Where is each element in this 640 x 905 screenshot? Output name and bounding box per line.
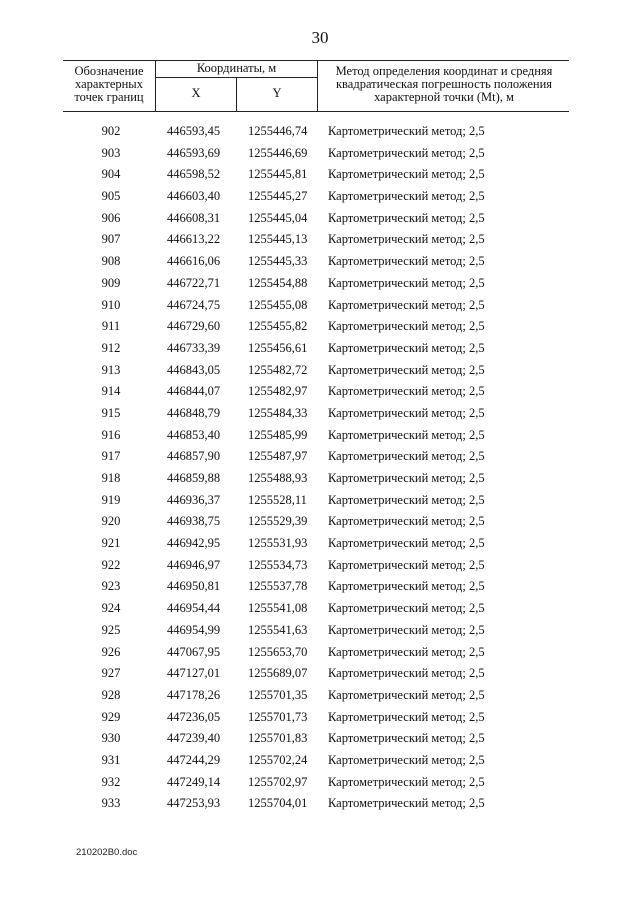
- cell-coord-y: 1255484,33: [248, 405, 308, 420]
- cell-point-id: 925: [101, 622, 121, 637]
- cell-point-id: 929: [101, 709, 121, 724]
- cell-method: Картометрический метод; 2,5: [328, 427, 485, 442]
- page-number: 30: [311, 28, 329, 47]
- header-x: X: [191, 86, 201, 100]
- cell-method: Картометрический метод; 2,5: [328, 254, 485, 269]
- cell-point-id: 924: [101, 601, 121, 616]
- cell-coord-x: 446946,97: [167, 557, 221, 572]
- cell-coord-x: 447249,14: [167, 774, 221, 789]
- cell-coord-x: 446613,22: [167, 232, 221, 247]
- cell-point-id: 917: [101, 449, 121, 464]
- cell-point-id: 928: [101, 687, 121, 702]
- footer-filename: 210202B0.doc: [76, 847, 138, 858]
- cell-point-id: 918: [101, 471, 121, 485]
- cell-point-id: 926: [101, 644, 121, 659]
- cell-coord-y: 1255445,81: [248, 167, 308, 182]
- cell-coord-y: 1255485,99: [248, 427, 308, 442]
- cell-point-id: 907: [101, 232, 121, 247]
- cell-coord-y: 1255534,73: [248, 557, 308, 572]
- cell-coord-x: 446859,88: [167, 471, 221, 485]
- cell-method: Картометрический метод; 2,5: [328, 796, 485, 811]
- cell-point-id: 921: [101, 536, 121, 551]
- table-row: [63, 514, 569, 536]
- table-row: [63, 579, 569, 601]
- cell-method: Картометрический метод; 2,5: [328, 362, 485, 377]
- cell-coord-x: 447253,93: [167, 796, 221, 811]
- table-row: [63, 319, 569, 341]
- cell-point-id: 909: [101, 275, 121, 290]
- cell-point-id: 914: [101, 384, 121, 399]
- table-row: [63, 428, 569, 450]
- cell-point-id: 905: [101, 189, 121, 204]
- cell-method: Картометрический метод; 2,5: [328, 579, 485, 594]
- cell-method: Картометрический метод; 2,5: [328, 514, 485, 529]
- table-row: [63, 124, 569, 146]
- table-row: [63, 796, 569, 818]
- cell-method: Картометрический метод; 2,5: [328, 449, 485, 464]
- cell-method: Картометрический метод; 2,5: [328, 405, 485, 420]
- cell-coord-x: 446616,06: [167, 254, 221, 269]
- cell-coord-y: 1255704,01: [248, 796, 308, 811]
- table-row: [63, 406, 569, 428]
- cell-method: Картометрический метод; 2,5: [328, 536, 485, 551]
- cell-coord-y: 1255531,93: [248, 536, 308, 551]
- cell-coord-x: 446722,71: [167, 275, 221, 290]
- cell-coord-y: 1255446,74: [248, 124, 308, 138]
- cell-method: Картометрический метод; 2,5: [328, 124, 485, 138]
- table-row: [63, 753, 569, 775]
- table-row: [63, 775, 569, 797]
- cell-point-id: 931: [101, 752, 121, 767]
- cell-coord-y: 1255455,82: [248, 319, 308, 334]
- cell-point-id: 927: [101, 666, 121, 681]
- header-method: Метод определения координат и средняя квадратическая погрешность положения характерной точки (Mt), м: [335, 64, 553, 104]
- cell-method: Картометрический метод; 2,5: [328, 752, 485, 767]
- cell-method: Картометрический метод; 2,5: [328, 297, 485, 312]
- table-row: [63, 254, 569, 276]
- cell-coord-x: 446729,60: [167, 319, 221, 334]
- cell-coord-x: 446950,81: [167, 579, 221, 594]
- cell-coord-y: 1255445,13: [248, 232, 308, 247]
- cell-coord-x: 446936,37: [167, 492, 221, 507]
- table-row: [63, 341, 569, 363]
- table-header: [63, 60, 569, 112]
- cell-method: Картометрический метод; 2,5: [328, 666, 485, 681]
- cell-method: Картометрический метод; 2,5: [328, 687, 485, 702]
- cell-coord-x: 447244,29: [167, 752, 221, 767]
- table-row: [63, 601, 569, 623]
- cell-method: Картометрический метод; 2,5: [328, 492, 485, 507]
- table-row: [63, 211, 569, 233]
- cell-coord-y: 1255702,24: [248, 752, 308, 767]
- cell-coord-y: 1255528,11: [248, 492, 307, 507]
- cell-method: Картометрический метод; 2,5: [328, 622, 485, 637]
- cell-coord-y: 1255446,69: [248, 145, 308, 160]
- cell-method: Картометрический метод; 2,5: [328, 471, 485, 485]
- cell-coord-x: 446954,99: [167, 622, 221, 637]
- cell-point-id: 912: [101, 340, 121, 355]
- header-top-rule: [63, 60, 569, 61]
- cell-point-id: 916: [101, 427, 121, 442]
- cell-point-id: 910: [101, 297, 121, 312]
- cell-coord-y: 1255541,08: [248, 601, 308, 616]
- cell-method: Картометрический метод; 2,5: [328, 601, 485, 616]
- cell-coord-x: 447127,01: [167, 666, 221, 681]
- cell-method: Картометрический метод; 2,5: [328, 275, 485, 290]
- cell-point-id: 902: [101, 124, 121, 138]
- table-row: [63, 558, 569, 580]
- cell-coord-x: 446848,79: [167, 405, 221, 420]
- cell-point-id: 903: [101, 145, 121, 160]
- table-row: [63, 666, 569, 688]
- cell-coord-x: 446608,31: [167, 210, 221, 225]
- cell-coord-y: 1255537,78: [248, 579, 308, 594]
- cell-coord-x: 446954,44: [167, 601, 221, 616]
- cell-point-id: 933: [101, 796, 121, 811]
- cell-coord-x: 446843,05: [167, 362, 221, 377]
- header-bottom-rule: [63, 111, 569, 112]
- cell-method: Картометрический метод; 2,5: [328, 145, 485, 160]
- cell-method: Картометрический метод; 2,5: [328, 709, 485, 724]
- cell-point-id: 919: [101, 492, 121, 507]
- cell-point-id: 922: [101, 557, 121, 572]
- cell-method: Картометрический метод; 2,5: [328, 232, 485, 247]
- cell-point-id: 915: [101, 405, 121, 420]
- cell-coord-y: 1255701,35: [248, 687, 308, 702]
- cell-coord-x: 447178,26: [167, 687, 221, 702]
- cell-point-id: 904: [101, 167, 121, 182]
- cell-coord-y: 1255653,70: [248, 644, 308, 659]
- cell-coord-x: 447239,40: [167, 731, 221, 746]
- cell-coord-y: 1255689,07: [248, 666, 308, 681]
- cell-method: Картометрический метод; 2,5: [328, 210, 485, 225]
- table-row: [63, 449, 569, 471]
- cell-coord-x: 446603,40: [167, 189, 221, 204]
- cell-coord-x: 446733,39: [167, 340, 221, 355]
- cell-coord-x: 447067,95: [167, 644, 221, 659]
- cell-coord-y: 1255529,39: [248, 514, 308, 529]
- cell-coord-x: 446844,07: [167, 384, 221, 399]
- header-y: Y: [272, 86, 282, 100]
- cell-coord-y: 1255482,72: [248, 362, 308, 377]
- table-row: [63, 471, 569, 493]
- table-row: [63, 384, 569, 406]
- cell-point-id: 913: [101, 362, 121, 377]
- table-row: [63, 167, 569, 189]
- cell-coord-x: 446942,95: [167, 536, 221, 551]
- cell-coord-y: 1255701,73: [248, 709, 308, 724]
- cell-method: Картометрический метод; 2,5: [328, 731, 485, 746]
- cell-coord-y: 1255541,63: [248, 622, 308, 637]
- table-row: [63, 146, 569, 168]
- cell-coord-y: 1255445,33: [248, 254, 308, 269]
- table-row: [63, 189, 569, 211]
- cell-point-id: 923: [101, 579, 121, 594]
- header-coordinates: Координаты, м: [196, 61, 277, 75]
- table-row: [63, 623, 569, 645]
- col-divider-2: [317, 60, 318, 112]
- table-row: [63, 688, 569, 710]
- cell-method: Картометрический метод; 2,5: [328, 644, 485, 659]
- cell-coord-x: 446598,52: [167, 167, 221, 182]
- cell-point-id: 906: [101, 210, 121, 225]
- cell-point-id: 911: [101, 319, 121, 334]
- table-row: [63, 232, 569, 254]
- cell-coord-y: 1255445,04: [248, 210, 308, 225]
- cell-coord-x: 446593,69: [167, 145, 221, 160]
- header-point-id: Обозначение характерных точек границ: [74, 64, 144, 104]
- cell-coord-y: 1255454,88: [248, 275, 308, 290]
- cell-method: Картометрический метод; 2,5: [328, 189, 485, 204]
- table-row: [63, 536, 569, 558]
- cell-coord-y: 1255702,97: [248, 774, 308, 789]
- cell-method: Картометрический метод; 2,5: [328, 384, 485, 399]
- cell-coord-y: 1255456,61: [248, 340, 308, 355]
- cell-method: Картометрический метод; 2,5: [328, 340, 485, 355]
- cell-coord-y: 1255455,08: [248, 297, 308, 312]
- cell-point-id: 930: [101, 731, 121, 746]
- table-row: [63, 298, 569, 320]
- cell-coord-x: 446857,90: [167, 449, 221, 464]
- cell-coord-x: 446593,45: [167, 124, 221, 138]
- cell-coord-x: 446938,75: [167, 514, 221, 529]
- table-row: [63, 276, 569, 298]
- cell-point-id: 932: [101, 774, 121, 789]
- cell-coord-y: 1255487,97: [248, 449, 308, 464]
- cell-coord-y: 1255482,97: [248, 384, 308, 399]
- table-row: [63, 645, 569, 667]
- cell-coord-y: 1255701,83: [248, 731, 308, 746]
- table-row: [63, 363, 569, 385]
- table-row: [63, 710, 569, 732]
- cell-coord-y: 1255445,27: [248, 189, 308, 204]
- cell-coord-x: 447236,05: [167, 709, 221, 724]
- cell-coord-x: 446724,75: [167, 297, 221, 312]
- cell-method: Картометрический метод; 2,5: [328, 774, 485, 789]
- cell-method: Картометрический метод; 2,5: [328, 557, 485, 572]
- table-body: [63, 124, 569, 818]
- table-row: [63, 493, 569, 515]
- cell-coord-x: 446853,40: [167, 427, 221, 442]
- cell-coord-y: 1255488,93: [248, 471, 308, 485]
- cell-point-id: 908: [101, 254, 121, 269]
- table-row: [63, 731, 569, 753]
- cell-method: Картометрический метод; 2,5: [328, 167, 485, 182]
- cell-point-id: 920: [101, 514, 121, 529]
- cell-method: Картометрический метод; 2,5: [328, 319, 485, 334]
